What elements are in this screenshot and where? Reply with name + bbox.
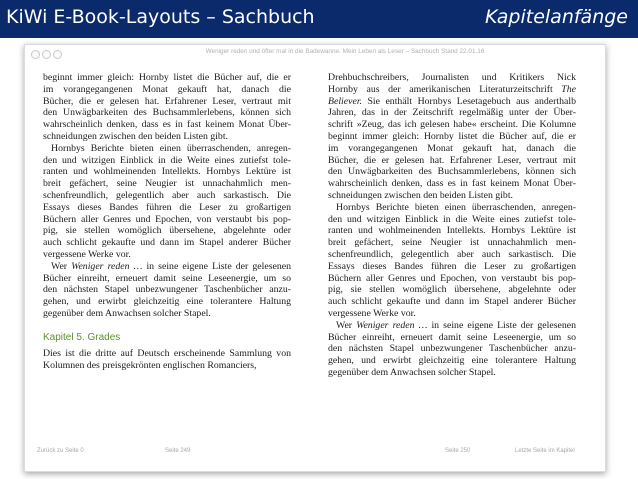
left-page xyxy=(43,72,291,371)
back-to-page-link[interactable]: Zurück zu Seite 0 xyxy=(37,448,84,454)
text-line: beginnt immer gleich: Hornby listet die Bücher auf, die er xyxy=(43,72,291,83)
text-line: wahrscheinlich denken, dass es in fast keinem Monat Über- xyxy=(328,178,576,190)
text-line: im vorangegangenen Monat gekauft hat, danach die xyxy=(328,142,576,154)
text-line: Wer Weniger reden … in seine eigene Liste der gelesenen xyxy=(51,260,291,272)
text-line: Kolumnen des preisgekrönten englischen Romanciers, xyxy=(43,359,257,371)
text-line: gehen, und erwirbt gleichzeitig eine tolerantere Haltung xyxy=(328,355,576,367)
right-page-number: Seite 250 xyxy=(445,448,471,454)
text-line: gegenüber dem Anwachsen solcher Stapel. xyxy=(328,366,496,378)
text-line: den Unwägbarkeiten des Buchsammlerlebens, können sich xyxy=(43,107,291,119)
text-line: im vorangegangenen Monat gekauft hat, danach die xyxy=(43,83,291,95)
text-line: Drehbuchschreibers, Journalisten und Kritikers Nick xyxy=(328,72,576,83)
text-line: den nächsten Stapel unbezwungener Taschenbücher anzu- xyxy=(328,343,576,355)
right-page xyxy=(328,72,576,379)
text-line: Büchern aller Genres und Epochen, von verstaubt bis pop- xyxy=(43,213,291,225)
window-title: Weniger reden und öfter mal in die Badewanne. Mein Leben als Leser – Sachbuch Stand 22.01.16 xyxy=(205,48,485,55)
text-line: ranten und wohlmeinenden Intellekts. Hornbys Lektüre ist xyxy=(328,225,576,237)
minimize-window-icon[interactable] xyxy=(42,50,51,59)
window-titlebar xyxy=(25,45,605,63)
text-line: vergessene Werke vor. xyxy=(328,307,416,319)
left-page-number: Seite 249 xyxy=(165,448,191,454)
text-line: Hornby aus der amerikanischen Literaturzeitschrift The xyxy=(328,83,576,95)
text-line: ranten und wohlmeinenden Intellekts. Hornbys Lektüre ist xyxy=(43,166,291,178)
chapter-heading: Kapitel 5. Grades xyxy=(43,331,121,343)
text-line: den Unwägbarkeiten des Buchsammlerlebens, können sich xyxy=(328,166,576,178)
text-line: Büchern aller Genres und Epochen, von verstaubt bis pop- xyxy=(328,272,576,284)
last-page-in-chapter-link[interactable]: Letzte Seite im Kapitel xyxy=(515,448,575,454)
slide-banner xyxy=(0,0,638,38)
text-line: Jahren, das in der Zeitschrift regelmäßig unter der Über- xyxy=(328,107,576,119)
slide-subtitle: Kapitelanfänge xyxy=(485,6,628,28)
text-line: schneidungen zwischen den beiden Listen gibt. xyxy=(43,130,229,142)
text-line: breit gefächert, seine Neugier ist unnachahmlich men- xyxy=(328,237,576,249)
text-line: den und witzigen Einblick in die Weite eines zutiefst tole- xyxy=(43,154,291,166)
text-line: Bücher einreiht, erneuert damit seine Leseenergie, um so xyxy=(328,331,576,343)
text-line: gegenüber dem Anwachsen solcher Stapel. xyxy=(43,307,211,319)
text-line: vergessene Werke vor. xyxy=(43,248,131,260)
text-line: schrift »Zeug, das ich gelesen habe« erscheint. Die Kolumne xyxy=(328,119,576,131)
text-line: Bücher, die er gelesen hat. Erfahrener Leser, vertraut mit xyxy=(328,154,576,166)
text-line: schneidungen zwischen den beiden Listen gibt. xyxy=(328,189,514,201)
text-line: pig, sie stellen womöglich übersehene, abgelehnte oder xyxy=(328,284,576,296)
text-line: den nächsten Stapel unbezwungener Taschenbücher anzu- xyxy=(43,284,291,296)
text-line: schenfreundlich, gelegentlich aber auch sarkastisch. Die xyxy=(328,248,576,260)
close-window-icon[interactable] xyxy=(31,50,40,59)
text-line: den und witzigen Einblick in die Weite eines zutiefst tole- xyxy=(328,213,576,225)
slide-title: KiWi E-Book-Layouts – Sachbuch xyxy=(6,6,315,28)
text-line: Dies ist die dritte auf Deutsch erscheinende Sammlung von xyxy=(43,347,291,359)
text-line: breit gefächert, seine Neugier ist unnachahmlich men- xyxy=(43,178,291,190)
text-line: auch schlicht gekaufte und dann im Stapel anderer Bücher xyxy=(328,296,576,308)
text-line: schenfreundlich, gelegentlich aber auch sarkastisch. Die xyxy=(43,189,291,201)
text-line: Essays dieses Bandes führen die Leser zu großartigen xyxy=(43,201,291,213)
text-line: beginnt immer gleich: Hornby listet die Bücher auf, die er xyxy=(328,130,576,142)
ebook-reader-window xyxy=(24,44,606,472)
text-line: pig, sie stellen womöglich übersehene, abgelehnte oder xyxy=(43,225,291,237)
text-line: Hornbys Berichte bieten einen überraschenden, anregen- xyxy=(336,201,576,213)
text-line: wahrscheinlich denken, dass es in fast keinem Monat Über- xyxy=(43,119,291,131)
text-line: gehen, und erwirbt gleichzeitig eine tolerantere Haltung xyxy=(43,296,291,308)
text-line: Bücher, die er gelesen hat. Erfahrener Leser, vertraut mit xyxy=(43,95,291,107)
text-line: Believer. Sie enthält Hornbys Lesetagebuch aus anderthalb xyxy=(328,95,576,107)
text-line: Bücher einreiht, erneuert damit seine Leseenergie, um so xyxy=(43,272,291,284)
text-line: Wer Weniger reden … in seine eigene Liste der gelesenen xyxy=(336,319,576,331)
text-line: Essays dieses Bandes führen die Leser zu großartigen xyxy=(328,260,576,272)
text-line: auch schlicht gekaufte und dann im Stapel anderer Bücher xyxy=(43,237,291,249)
text-line: Hornbys Berichte bieten einen überraschenden, anregen- xyxy=(51,142,291,154)
zoom-window-icon[interactable] xyxy=(53,50,62,59)
